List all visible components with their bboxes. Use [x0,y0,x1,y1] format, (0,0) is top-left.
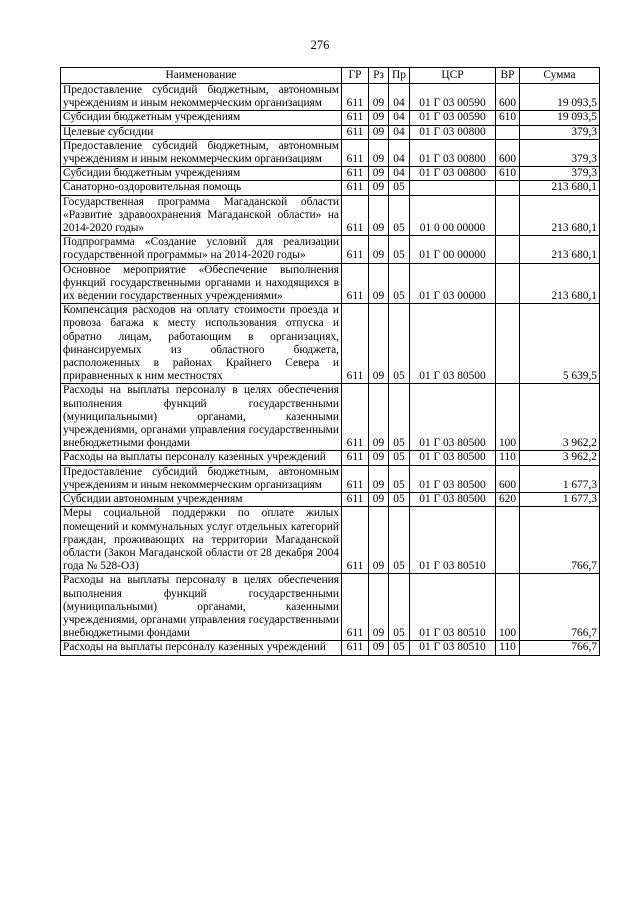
cell-gr: 611 [342,84,369,111]
cell-name: Государственная программа Магаданской области «Развитие здравоохранения Магаданской области» на 2014-2020 годы» [61,195,342,236]
header-vr: ВР [496,68,520,84]
cell-gr: 611 [342,493,369,507]
cell-vr [496,125,520,139]
table-row [61,465,600,492]
cell-csr: 01 Г 03 00800 [410,125,496,139]
cell-rz: 09 [369,195,389,236]
cell-gr: 611 [342,139,369,166]
cell-sum: 766,7 [520,507,600,574]
cell-name: Предоставление субсидий бюджетным, автономным учреждениям и иным некоммерческим организациям [61,139,342,166]
cell-vr: 600 [496,465,520,492]
cell-vr: 600 [496,84,520,111]
cell-name: Целевые субсидии [61,125,342,139]
cell-csr: 01 Г 03 80510 [410,641,496,655]
table-row [61,84,600,111]
cell-csr [410,181,496,195]
cell-csr: 01 Г 03 00590 [410,111,496,125]
header-csr: ЦСР [410,68,496,84]
table-row [61,167,600,181]
cell-name: Санаторно-оздоровительная помощь [61,181,342,195]
cell-rz: 09 [369,574,389,641]
cell-gr: 611 [342,507,369,574]
cell-csr: 01 Г 03 80500 [410,465,496,492]
page-number: 276 [310,38,330,52]
cell-rz: 09 [369,451,389,465]
cell-csr: 01 Г 03 00800 [410,139,496,166]
cell-name: Расходы на выплаты персоналу в целях обеспечения выполнения функций государственными (муниципальными) органами, казенными учреждениями, органами управления государственными внебюджетными фондами [61,384,342,451]
cell-rz: 09 [369,641,389,655]
header-gr: ГР [342,68,369,84]
cell-name: Расходы на выплаты персоналу казенных учреждений [61,451,342,465]
cell-pr: 04 [389,125,410,139]
table-row [61,181,600,195]
cell-sum: 19 093,5 [520,84,600,111]
cell-gr: 611 [342,384,369,451]
cell-rz: 09 [369,304,389,384]
cell-name: Субсидии бюджетным учреждениям [61,111,342,125]
table-row [61,493,600,507]
table-row [61,263,600,304]
cell-vr [496,181,520,195]
table-row [61,195,600,236]
cell-pr: 05 [389,493,410,507]
cell-rz: 09 [369,139,389,166]
cell-pr: 05 [389,507,410,574]
cell-gr: 611 [342,304,369,384]
cell-gr: 611 [342,451,369,465]
cell-vr: 600 [496,139,520,166]
cell-gr: 611 [342,641,369,655]
cell-pr: 05 [389,384,410,451]
cell-pr: 05 [389,181,410,195]
cell-pr: 04 [389,139,410,166]
cell-rz: 09 [369,263,389,304]
cell-vr [496,195,520,236]
cell-pr: 05 [389,465,410,492]
cell-rz: 09 [369,125,389,139]
cell-pr: 05 [389,263,410,304]
table-body [61,84,600,656]
cell-rz: 09 [369,465,389,492]
cell-gr: 611 [342,465,369,492]
cell-pr: 05 [389,195,410,236]
cell-vr: 100 [496,574,520,641]
table-row [61,111,600,125]
cell-name: Расходы на выплаты персоналу казенных учреждений [61,641,342,655]
cell-vr [496,263,520,304]
cell-csr: 01 Г 00 00000 [410,236,496,263]
header-name: Наименование [61,68,342,84]
cell-sum: 19 093,5 [520,111,600,125]
header-sum: Сумма [520,68,600,84]
cell-vr: 110 [496,451,520,465]
cell-name: Основное мероприятие «Обеспечение выполнения функций государственными органами и находящихся в их ведении государственных учреждениями» [61,263,342,304]
cell-name: Предоставление субсидий бюджетным, автономным учреждениям и иным некоммерческим организациям [61,465,342,492]
cell-vr: 610 [496,167,520,181]
cell-sum: 3 962,2 [520,384,600,451]
cell-sum: 379,3 [520,139,600,166]
cell-gr: 611 [342,195,369,236]
cell-sum: 379,3 [520,125,600,139]
cell-csr: 01 Г 03 80500 [410,384,496,451]
cell-gr: 611 [342,181,369,195]
cell-rz: 09 [369,111,389,125]
cell-vr [496,304,520,384]
cell-csr: 01 0 00 00000 [410,195,496,236]
cell-name: Субсидии бюджетным учреждениям [61,167,342,181]
cell-gr: 611 [342,263,369,304]
cell-vr: 100 [496,384,520,451]
cell-name: Компенсация расходов на оплату стоимости проезда и провоза багажа к месту использования отпуска и обратно лицам, работающим в организациях, финансируемых из областного бюджета, расположенных в районах Крайнего Севера и приравненных к ним местностях [61,304,342,384]
cell-vr: 110 [496,641,520,655]
cell-vr [496,507,520,574]
cell-sum: 766,7 [520,574,600,641]
cell-name: Расходы на выплаты персоналу в целях обеспечения выполнения функций государственными (муниципальными) органами, казенными учреждениями, органами управления государственными внебюджетными фондами [61,574,342,641]
cell-sum: 213 680,1 [520,181,600,195]
header-row [61,68,600,84]
cell-csr: 01 Г 03 00800 [410,167,496,181]
cell-pr: 05 [389,236,410,263]
cell-name: Субсидии автономным учреждениям [61,493,342,507]
cell-rz: 09 [369,507,389,574]
table-row [61,304,600,384]
table-row [61,139,600,166]
table-row [61,507,600,574]
cell-pr: 05 [389,574,410,641]
cell-csr: 01 Г 03 80500 [410,493,496,507]
cell-gr: 611 [342,111,369,125]
cell-csr: 01 Г 03 80500 [410,304,496,384]
cell-csr: 01 Г 03 80500 [410,451,496,465]
cell-name: Предоставление субсидий бюджетным, автономным учреждениям и иным некоммерческим организациям [61,84,342,111]
cell-rz: 09 [369,384,389,451]
cell-rz: 09 [369,84,389,111]
cell-pr: 05 [389,451,410,465]
cell-pr: 05 [389,304,410,384]
cell-csr: 01 Г 03 00000 [410,263,496,304]
header-pr: Пр [389,68,410,84]
cell-vr [496,236,520,263]
cell-sum: 5 639,5 [520,304,600,384]
table-row [61,384,600,451]
cell-gr: 611 [342,574,369,641]
cell-vr: 620 [496,493,520,507]
cell-gr: 611 [342,236,369,263]
cell-name: Подпрограмма «Создание условий для реализации государственной программы» на 2014-2020 годы» [61,236,342,263]
cell-csr: 01 Г 03 80510 [410,507,496,574]
table-row [61,236,600,263]
cell-pr: 04 [389,111,410,125]
cell-rz: 09 [369,181,389,195]
cell-pr: 04 [389,84,410,111]
cell-vr: 610 [496,111,520,125]
cell-gr: 611 [342,167,369,181]
cell-name: Меры социальной поддержки по оплате жилых помещений и коммунальных услуг отдельных категорий граждан, проживающих на территории Магаданской области (Закон Магаданской области от 28 декабря 2004 года № 528-ОЗ) [61,507,342,574]
table-row [61,125,600,139]
cell-sum: 1 677,3 [520,465,600,492]
cell-sum: 766,7 [520,641,600,655]
table-row [61,574,600,641]
cell-sum: 1 677,3 [520,493,600,507]
cell-csr: 01 Г 03 00590 [410,84,496,111]
budget-table [60,67,600,656]
table-row [61,451,600,465]
cell-rz: 09 [369,167,389,181]
header-rz: Рз [369,68,389,84]
cell-sum: 213 680,1 [520,236,600,263]
cell-sum: 213 680,1 [520,195,600,236]
cell-csr: 01 Г 03 80510 [410,574,496,641]
table-row [61,641,600,655]
cell-sum: 213 680,1 [520,263,600,304]
cell-pr: 05 [389,641,410,655]
cell-gr: 611 [342,125,369,139]
cell-pr: 04 [389,167,410,181]
cell-rz: 09 [369,236,389,263]
cell-sum: 379,3 [520,167,600,181]
cell-rz: 09 [369,493,389,507]
cell-sum: 3 962,2 [520,451,600,465]
